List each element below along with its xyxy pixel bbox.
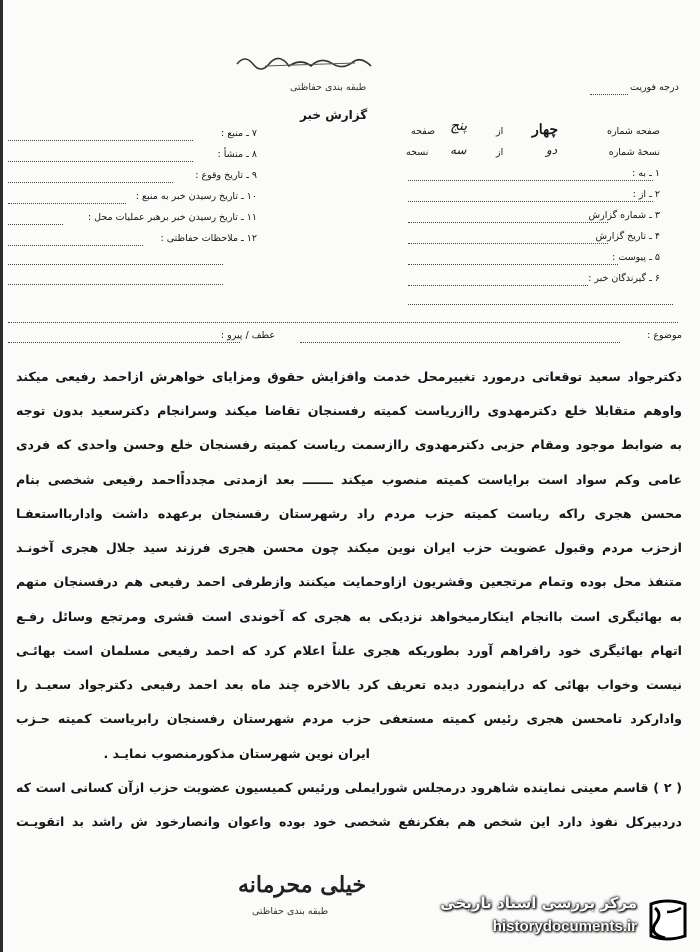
left-extra-dots-2 xyxy=(8,284,223,285)
field-occurrence-date-dots xyxy=(8,182,173,183)
copy-number-value: دو xyxy=(546,143,558,157)
left-extra-dots-1 xyxy=(8,264,223,265)
body-line: دکترجواد سعید توقعاتی درمورد تغییرمحل خدمت وافزایش حقوق ومزایای خواهرش ازاحمد رفیعی میکند xyxy=(16,369,682,384)
top-classification-label: طبقه بندی حفاظتی xyxy=(290,82,367,93)
field-occurrence-date: ۹ ـ تاریخ وقوع : xyxy=(195,170,257,181)
reference-label: عطف / پیرو : xyxy=(220,330,275,341)
body-line: به ضوابط موجود ومقام حزبی دکترمهدوی راازسمت ریاست کمیته رفسنجان خلع وحسن واحدی که فردی xyxy=(16,437,682,452)
bottom-signature: خیلی محرمانه xyxy=(238,872,367,898)
watermark xyxy=(430,892,695,947)
page-of: از xyxy=(496,126,504,137)
field-to-dots xyxy=(408,180,653,181)
body-line: متنفذ محل بوده وتمام مرتجعین وقشریون ازاوحمایت میکنند وازطرفی احمد رفیعی هم درفسنجان متهم xyxy=(16,574,682,589)
subject-dots xyxy=(300,342,620,343)
body-line: ازحزب مردم وقبول عضویت حزب ایران نوین میکند چون محسن هجری فرزند سید جلال هجری آخونـد xyxy=(16,540,682,555)
field-report-number: ۳ ـ شماره گزارش xyxy=(588,210,660,221)
page-suffix: صفحه xyxy=(411,126,436,137)
body-line: اتهام بهائیگری خود رافراهم آورد بطوریکه هجری علناً اعلام کرد که احمد رفیعی مسلمان است بهائـی xyxy=(16,643,682,658)
page-number-prefix: صفحه شماره xyxy=(606,126,660,137)
field-date-to-ops-lead: ۱۱ ـ تاریخ رسیدن خبر برهبر عملیات محل : xyxy=(87,212,257,223)
body-line: ( ۲ ) قاسم معینی نماینده شاهرود درمجلس شورایملی ورئیس کمیسیون عضویت حزب ازآن کسانی است که xyxy=(16,780,683,795)
copy-of: از xyxy=(496,147,504,158)
watermark-url: historydocuments.ir xyxy=(492,918,637,935)
top-stamp-scribble xyxy=(225,42,395,82)
subject-label: موضوع : xyxy=(647,330,682,341)
body-line: محسن هجری راکه ریاست کمیته حزب مردم راد رشهرستان رفسنجان برعهده داشت واداربااستعفـا xyxy=(16,506,682,521)
field-security-notes: ۱۲ ـ ملاحظات حفاظتی : xyxy=(160,233,257,244)
document-logo-icon xyxy=(645,898,691,942)
field-source-dots xyxy=(8,140,193,141)
priority-dots xyxy=(590,94,628,95)
field-recipients: ۶ ـ گیرندگان خبر : xyxy=(588,273,660,284)
copy-suffix: نسخه xyxy=(406,147,429,158)
page-total-handwritten: پنج xyxy=(450,118,468,134)
body-line: نیست وخواب بهائی که دراینمورد دیده تعریف کرد بالاخره چند ماه بعد احمد رفیعی دکترجواد سعیـد را xyxy=(16,677,682,692)
field-origin-dots xyxy=(8,161,193,162)
body-line: عامی وکم سواد است برایاست کمیته منصوب میکند ـــــــ بعد ازمدتی مجدداًاحمد رفیعی شخصی بنام xyxy=(16,472,682,487)
body-line: دردبیرکل نفوذ دارد این شخص هم بفکرنفع شخصی خود بوده واعوان وانصارخود ش راشد بد اتقویـت xyxy=(16,814,682,829)
copy-number-prefix: نسخهٔ شماره xyxy=(608,147,660,158)
field-date-to-source-dots xyxy=(8,203,126,204)
header-separator xyxy=(8,322,678,323)
priority-label: درجه فوریت xyxy=(630,82,679,93)
field-report-number-dots xyxy=(408,222,608,223)
field-source: ۷ ـ منبع : xyxy=(220,128,257,139)
field-report-date: ۴ ـ تاریخ گزارش xyxy=(595,231,660,242)
reference-dots xyxy=(8,342,240,343)
top-classification-stamp xyxy=(225,42,395,82)
body-line: واوهم متقابلا خلع دکترمهدوی راازریاست کمیته رفسنجان تقاضا میکند وسرانجام دکترسعید بدون توجه xyxy=(16,403,682,418)
field-report-date-dots xyxy=(408,243,608,244)
field-to: ۱ ـ به : xyxy=(632,168,660,179)
field-security-notes-dots xyxy=(8,245,143,246)
page-number-value: چهار xyxy=(532,122,559,138)
field-origin: ۸ ـ منشأ : xyxy=(217,149,257,160)
copy-total-handwritten: سه xyxy=(450,143,467,157)
body-line: به بهائیگری است باانجام اینکارمیخواهد نزدیکی به هجری که آخوندی است قشری ومرتجع وسائل رفـع xyxy=(16,609,682,624)
report-title: گزارش خبر xyxy=(300,108,368,122)
field-recipients-dots xyxy=(408,285,588,286)
field-attachment-dots xyxy=(408,264,618,265)
body-line: ایران نوین شهرستان مذکورمنصوب نمایـد . xyxy=(103,746,370,761)
watermark-title: مرکز بررسی اسناد تاریخی xyxy=(440,894,637,912)
field-date-to-source: ۱۰ ـ تاریخ رسیدن خبر به منبع : xyxy=(135,191,257,202)
body-line: وادارکرد تامحسن هجری رئیس کمیته مستعفی حزب مردم شهرستان رفسنجان رابریاست کمیته حـزب xyxy=(16,711,682,726)
field-from-dots xyxy=(408,201,653,202)
field-attachment: ۵ ـ پیوست : xyxy=(612,252,660,263)
field-from: ۲ ـ از : xyxy=(632,189,660,200)
field-date-to-ops-lead-dots xyxy=(8,224,63,225)
bottom-classification-label: طبقه بندی حفاظتی xyxy=(252,906,329,917)
field-recipients-dots-2 xyxy=(408,304,673,305)
